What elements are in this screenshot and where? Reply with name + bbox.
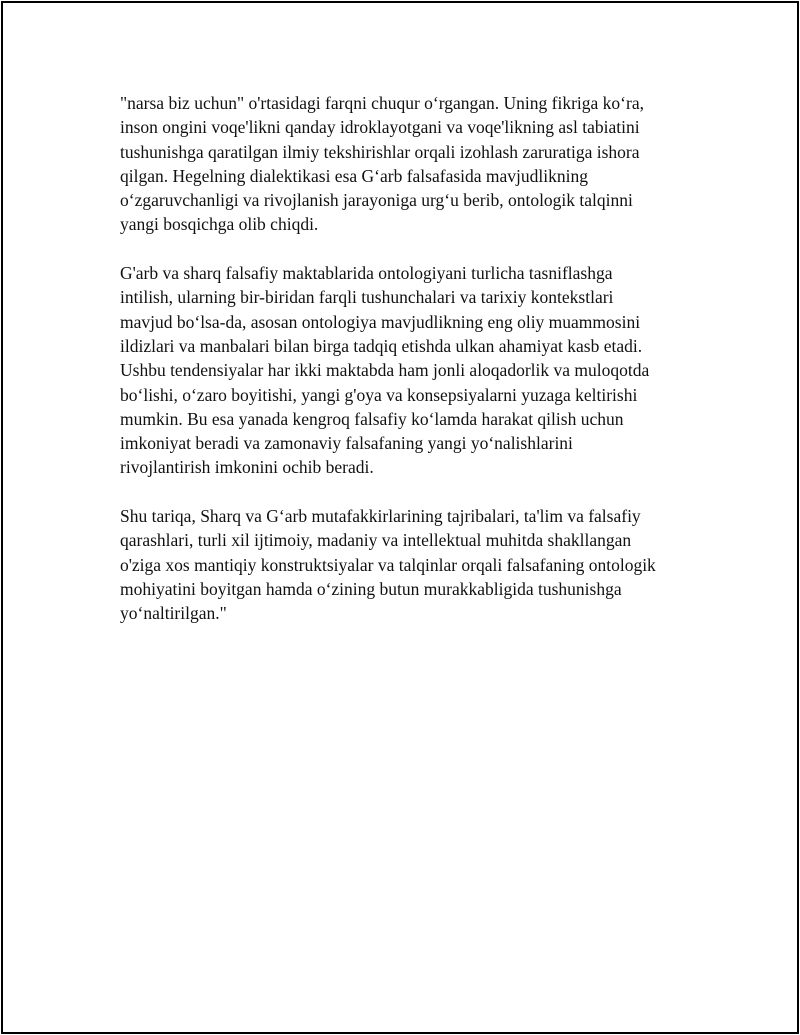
text-line: yo‘naltirilgan."	[120, 603, 227, 624]
text-line: "narsa biz uchun" o'rtasidagi farqni chuqur o‘rgangan. Uning fikriga ko‘ra,	[120, 93, 644, 113]
text-line: ildizlari va manbalari bilan birga tadqiq etishda ulkan ahamiyat kasb etadi.	[120, 335, 643, 356]
text-line: rivojlantirish imkonini ochib beradi.	[120, 457, 374, 478]
text-line: qilgan. Hegelning dialektikasi esa G‘arb falsafasida mavjudlikning	[120, 165, 588, 186]
text-line: bo‘lishi, o‘zaro boyitishi, yangi g'oya va konsepsiyalarni yuzaga keltirishi	[120, 384, 638, 405]
text-line: yangi bosqichga olib chiqdi.	[120, 214, 319, 235]
text-line: mumkin. Bu esa yanada kengroq falsafiy ko‘lamda harakat qilish uchun	[120, 408, 624, 429]
text-line: mavjud bo‘lsa-da, asosan ontologiya mavjudlikning eng oliy muammosini	[120, 311, 641, 332]
text-line: qarashlari, turli xil ijtimoiy, madaniy va intellektual muhitda shakllangan	[120, 530, 632, 551]
text-line: Shu tariqa, Sharq va G‘arb mutafakkirlarining tajribalari, ta'lim va falsafiy	[120, 506, 641, 527]
paragraph-1	[120, 91, 690, 237]
text-line: o‘zgaruvchanligi va rivojlanish jarayoniga urg‘u berib, ontologik talqinni	[120, 190, 633, 211]
text-line: o'ziga xos mantiqiy konstruktsiyalar va talqinlar orqali falsafaning ontologik	[120, 554, 656, 575]
paragraph-2	[120, 261, 690, 480]
text-line: intilish, ularning bir-biridan farqli tushunchalari va tarixiy kontekstlari	[120, 287, 614, 308]
text-line: G'arb va sharq falsafiy maktablarida ontologiyani turlicha tasniflashga	[120, 263, 613, 284]
text-line: inson ongini voqe'likni qanday idroklayotgani va voqe'likning asl tabiatini	[120, 117, 640, 138]
text-line: Ushbu tendensiyalar har ikki maktabda ham jonli aloqadorlik va muloqotda	[120, 360, 650, 381]
page-frame	[1, 1, 799, 1034]
text-line: mohiyatini boyitgan hamda o‘zining butun murakkabligida tushunishga	[120, 578, 622, 599]
text-line: imkoniyat beradi va zamonaviy falsafaning yangi yo‘nalishlarini	[120, 433, 573, 454]
document-body	[120, 91, 690, 650]
text-line: tushunishga qaratilgan ilmiy tekshirishlar orqali izohlash zaruratiga ishora	[120, 141, 640, 162]
paragraph-3	[120, 504, 690, 625]
